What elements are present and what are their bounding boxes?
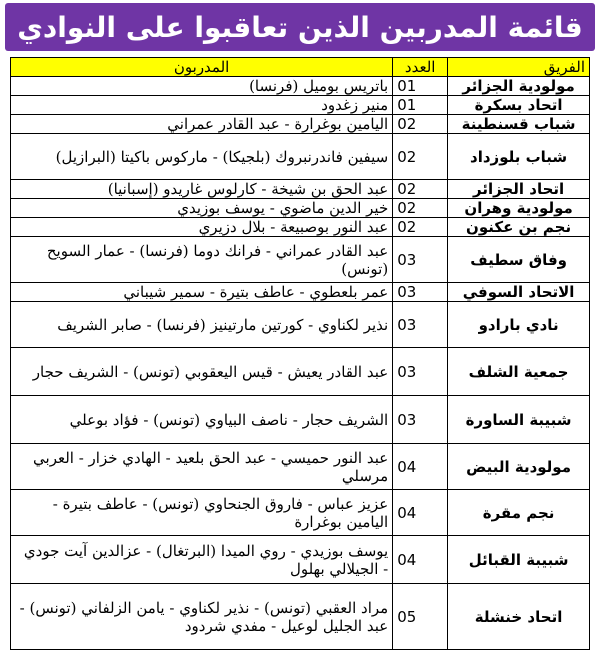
table-row xyxy=(11,96,590,115)
table-row xyxy=(11,180,590,199)
team-cell: نجم مقرة xyxy=(448,490,590,536)
table-header-row xyxy=(11,58,590,77)
coaches-cell: خير الدين ماضوي - يوسف بوزيدي xyxy=(11,199,393,218)
table-row xyxy=(11,77,590,96)
count-cell: 03 xyxy=(393,237,448,283)
team-cell: مولودية البيض xyxy=(448,444,590,490)
header-count: العدد xyxy=(393,58,448,77)
coaches-cell: سيفين فاندرنبروك (بلجيكا) - ماركوس باكيتا (البرازيل) xyxy=(11,134,393,180)
table-row xyxy=(11,134,590,180)
header-coaches: المدربون xyxy=(11,58,393,77)
coaches-cell: عبد النور بوصبيعة - بلال دزيري xyxy=(11,218,393,237)
team-cell: نجم بن عكنون xyxy=(448,218,590,237)
count-cell: 04 xyxy=(393,490,448,536)
team-cell: اتحاد الجزائر xyxy=(448,180,590,199)
coaches-table xyxy=(10,57,590,650)
table-row xyxy=(11,584,590,650)
team-cell: شبيبة الساورة xyxy=(448,396,590,444)
team-cell: مولودية الجزائر xyxy=(448,77,590,96)
count-cell: 03 xyxy=(393,302,448,348)
table-row xyxy=(11,348,590,396)
table-row xyxy=(11,283,590,302)
coaches-cell: عبد الحق بن شيخة - كارلوس غاريدو (إسبانيا) xyxy=(11,180,393,199)
page-title: قائمة المدربين الذين تعاقبوا على النوادي xyxy=(17,10,583,44)
count-cell: 01 xyxy=(393,96,448,115)
count-cell: 02 xyxy=(393,218,448,237)
team-cell: جمعية الشلف xyxy=(448,348,590,396)
coaches-cell: عبد النور حميسي - عبد الحق بلعيد - الهادي خزار - العربي مرسلي xyxy=(11,444,393,490)
table-row xyxy=(11,218,590,237)
coaches-cell: عبد القادر عمراني - فرانك دوما (فرنسا) - عمار السويح (تونس) xyxy=(11,237,393,283)
table-row xyxy=(11,444,590,490)
team-cell: شباب قسنطينة xyxy=(448,115,590,134)
coaches-cell: عبد القادر يعيش - قيس اليعقوبي (تونس) - الشريف حجار xyxy=(11,348,393,396)
coaches-cell: باتريس بوميل (فرنسا) xyxy=(11,77,393,96)
header-team: الفريق xyxy=(448,58,590,77)
coaches-cell: عزيز عباس - فاروق الجنحاوي (تونس) - عاطف بتيرة - اليامين بوغرارة xyxy=(11,490,393,536)
table-row xyxy=(11,396,590,444)
team-cell: شبيبة القبائل xyxy=(448,536,590,584)
count-cell: 02 xyxy=(393,180,448,199)
count-cell: 04 xyxy=(393,444,448,490)
count-cell: 05 xyxy=(393,584,448,650)
count-cell: 03 xyxy=(393,348,448,396)
count-cell: 03 xyxy=(393,283,448,302)
coaches-cell: اليامين بوغرارة - عبد القادر عمراني xyxy=(11,115,393,134)
table-row xyxy=(11,302,590,348)
table-row xyxy=(11,115,590,134)
table-row xyxy=(11,237,590,283)
coaches-cell: الشريف حجار - ناصف البياوي (تونس) - فؤاد بوعلي xyxy=(11,396,393,444)
coaches-cell: منير زغدود xyxy=(11,96,393,115)
team-cell: مولودية وهران xyxy=(448,199,590,218)
team-cell: الاتحاد السوفي xyxy=(448,283,590,302)
table-row xyxy=(11,536,590,584)
page-title-banner xyxy=(5,3,595,51)
coaches-cell: يوسف بوزيدي - روي الميدا (البرتغال) - عزالدين آيت جودي - الجيلالي بهلول xyxy=(11,536,393,584)
team-cell: نادي بارادو xyxy=(448,302,590,348)
coaches-cell: عمر بلعطوي - عاطف بتيرة - سمير شيباني xyxy=(11,283,393,302)
table-body xyxy=(11,77,590,650)
team-cell: اتحاد بسكرة xyxy=(448,96,590,115)
count-cell: 02 xyxy=(393,115,448,134)
count-cell: 04 xyxy=(393,536,448,584)
count-cell: 02 xyxy=(393,134,448,180)
team-cell: اتحاد خنشلة xyxy=(448,584,590,650)
table-row xyxy=(11,199,590,218)
coaches-cell: مراد العقبي (تونس) - نذير لكناوي - يامن الزلفاني (تونس) - عبد الجليل لوعيل - مفدي شردود xyxy=(11,584,393,650)
count-cell: 01 xyxy=(393,77,448,96)
count-cell: 02 xyxy=(393,199,448,218)
coaches-cell: نذير لكناوي - كورتين مارتينيز (فرنسا) - صابر الشريف xyxy=(11,302,393,348)
team-cell: شباب بلوزداد xyxy=(448,134,590,180)
table-row xyxy=(11,490,590,536)
team-cell: وفاق سطيف xyxy=(448,237,590,283)
count-cell: 03 xyxy=(393,396,448,444)
